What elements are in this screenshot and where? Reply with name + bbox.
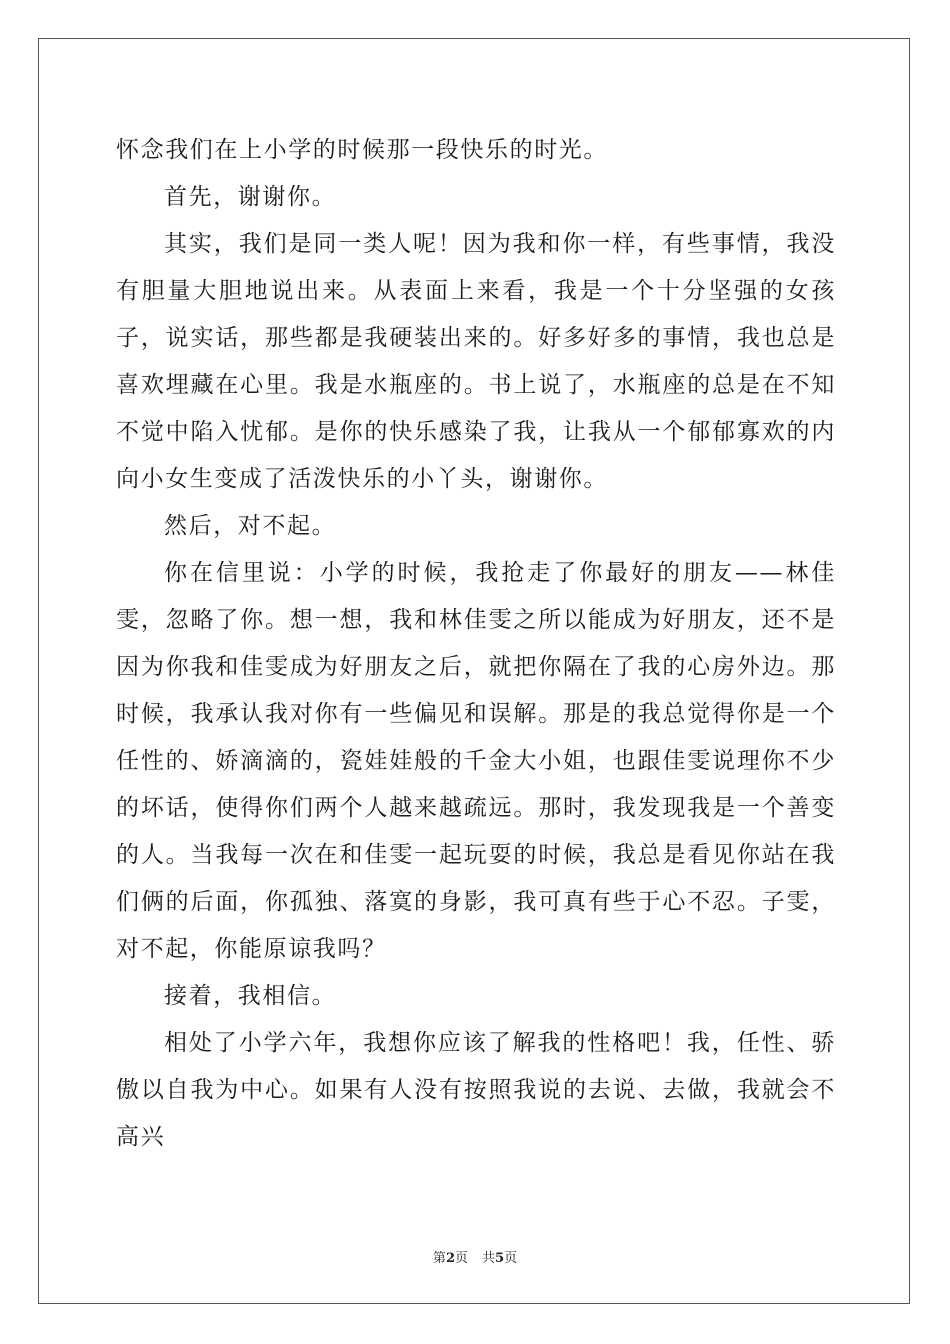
paragraph-believe-body: 相处了小学六年，我想你应该了解我的性格吧！我，任性、骄傲以自我为中心。如果有人没有按照我说的去说、去做，我就会不高兴 bbox=[116, 1030, 836, 1150]
document-body bbox=[116, 127, 836, 1161]
total-prefix: 共 bbox=[482, 1251, 496, 1266]
total-suffix: 页 bbox=[504, 1251, 518, 1266]
paragraph-thanks-heading: 首先，谢谢你。 bbox=[164, 184, 337, 210]
paragraph-thanks-body: 其实，我们是同一类人呢！因为我和你一样，有些事情，我没有胆量大胆地说出来。从表面上来看，我是一个十分坚强的女孩子，说实话，那些都是我硬装出来的。好多好多的事情，我也总是喜欢埋藏在心里。我是水瓶座的。书上说了，水瓶座的总是在不知不觉中陷入忧郁。是你的快乐感染了我，让我从一个郁郁寡欢的内向小女生变成了活泼快乐的小丫头，谢谢你。 bbox=[116, 231, 836, 492]
page-suffix: 页 bbox=[454, 1251, 468, 1266]
paragraph-sorry-heading: 然后，对不起。 bbox=[164, 513, 337, 539]
paragraph-believe-heading: 接着，我相信。 bbox=[164, 983, 337, 1009]
paragraph-sorry-body: 你在信里说：小学的时候，我抢走了你最好的朋友——林佳雯，忽略了你。想一想，我和林佳雯之所以能成为好朋友，还不是因为你我和佳雯成为好朋友之后，就把你隔在了我的心房外边。那时候，我承认我对你有一些偏见和误解。那是的我总觉得你是一个任性的、娇滴滴的，瓷娃娃般的千金大小姐，也跟佳雯说理你不少的坏话，使得你们两个人越来越疏远。那时，我发现我是一个善变的人。当我每一次在和佳雯一起玩耍的时候，我总是看见你站在我们俩的后面，你孤独、落寞的身影，我可真有些于心不忍。子雯，对不起，你能原谅我吗？ bbox=[116, 560, 836, 962]
page-prefix: 第 bbox=[432, 1251, 446, 1266]
page-footer bbox=[0, 1247, 950, 1266]
total-pages: 5 bbox=[495, 1251, 505, 1266]
page-number: 2 bbox=[445, 1251, 455, 1266]
paragraph-continuation: 怀念我们在上小学的时候那一段快乐的时光。 bbox=[116, 137, 608, 163]
